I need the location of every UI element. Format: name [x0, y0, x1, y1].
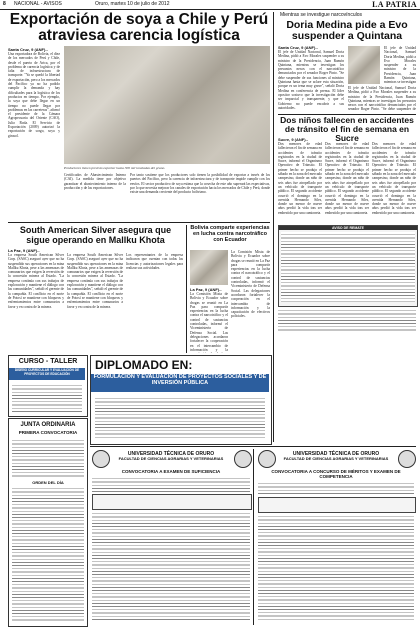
- silver-body-col2: La empresa South American Silver Corp. (SASC) aseguró ayer que no ha suspendido sus operaciones en la mina Mallku Khota, pese a las amenazas de comunarios que exigen la reversión de la concesión minera al Estado. "La empresa continúa con sus trabajos de exploración y mantiene el diálogo con las comunidades", señaló el gerente de la compañía. El conflicto en el norte de Potosí se mantiene con bloqueos y enfrentamientos entre comunarios a favor y en contra de la minera.: [67, 253, 123, 309]
- narco-photo: [190, 250, 228, 285]
- utoruro-right-requirements: [258, 514, 414, 621]
- utoruro-right-name: UNIVERSIDAD TÉCNICA DE ORURO: [292, 451, 380, 457]
- utoruro-left-requirements: [92, 511, 250, 621]
- doria-body-col2: El jefe de Unidad Nacional, Samuel Doria Medina, pidió a Evo Morales suspender a su ministro de la Presidencia, Juan Ramón Quintana, mientras se investigan los presuntos nexos con el narcotráfico denunciados por el senador Roger Pinto. "Se debe suspender de: [348, 86, 416, 112]
- soya-byline: Santa Cruz, 9 (ANF).-: [8, 47, 48, 52]
- column-divider: [273, 12, 274, 442]
- accidents-body-col2: Dos menores de edad fallecieron el fin de semana en accidentes de tránsito registrados en la ciudad de Sucre, informó el Organismo Operativo de Tránsito. El primer hecho se produjo el sábado en la zona del mercado campesino, donde un niño de seis años fue atropellado por un vehículo de transporte público. El segundo accidente ocurrió el domingo en la avenida Hernando Siles, donde un menor de nueve años perdió la vida tras ser embestido por una camioneta.: [325, 142, 369, 215]
- curso-ad: [8, 355, 88, 417]
- silver-byline: La Paz, 9 (ANF).-: [8, 248, 40, 253]
- narco-body-col2: La Comisión Mixta de Bolivia y Ecuador sobre drogas se reunió en La Paz para compartir experiencias en la lucha contra el narcotráfico y el control de sustancias controladas, informó el Viceministerio de Defensa Social. Las delegaciones acordaron fortalecer la cooperación en el intercambio de información y la capacitación de efectivos policiales.: [231, 250, 270, 319]
- doria-byline: Santa Cruz, 9 (ANF).-: [278, 45, 318, 50]
- utoruro-left-convocatoria: CONVOCATORIA A EXAMEN DE SUFICIENCIA: [121, 469, 221, 474]
- soya-divider: [8, 222, 270, 223]
- remate-footer: [278, 308, 416, 332]
- faculty-seal-icon: [398, 450, 416, 468]
- narco-body-col1: La Comisión Mixta de Bolivia y Ecuador sobre drogas se reunió en La Paz para compartir experiencias en la lucha contra el narcotráfico y el control de sustancias controladas, informó el Viceministerio de Defensa Social. Las delegaciones acordaron fortalecer la cooperación en el intercambio de información y la: [190, 292, 228, 352]
- diplomado-title: DIPLOMADO EN:: [95, 358, 193, 372]
- utoruro-right-faculty: FACULTAD DE CIENCIAS AGRARIAS Y VETERINARIAS: [283, 456, 389, 461]
- utoruro-left-notice: [90, 449, 252, 625]
- doria-body-col1: El jefe de Unidad Nacional, Samuel Doria Medina, pidió a Evo Morales suspender a su ministro de la Presidencia, Juan Ramón Quintana, mientras se investigan los presuntos nexos con el narcotráfico denunciados por el senador Roger Pinto. "Se debe suspender de sus funciones al ministro Quintana hasta que se aclare esta situación, porque es un tema muy grave", señaló Doria Medina en conferencia de prensa. El líder opositor sostuvo que la investigación debe ser imparcial y transparente, y que el Gobierno no puede encubrir a sus autoridades.: [278, 50, 344, 110]
- junta-intro: [12, 438, 84, 478]
- silver-body-col1: La empresa South American Silver Corp. (SASC) aseguró ayer que no ha suspendido sus operaciones en la mina Mallku Khota, pese a las amenazas de comunarios que exigen la reversión de la concesión minera al Estado. "La empresa continúa con sus trabajos de exploración y mantiene el diálogo con las comunidades", señaló el gerente de la compañía. El conflicto en el norte de Potosí se mantiene con bloqueos y enfrentamientos entre comunarios a favor y en contra de la minera.: [8, 253, 64, 309]
- doria-headline: Doria Medina pide a Evo suspender a Quintana: [286, 19, 408, 42]
- university-divider: [253, 449, 254, 625]
- soya-body-col3: Por tanto sostiene que los productores solo tienen la posibilidad de exportar a través de los puertos del Pacífico, pero la carencia de infraestructura y de transporte impide cumplir con los envíos. El sector productivo de soya estima que la cosecha de este año superará las expectativas, por lo que necesita mejorar los canales de exportación hacia los mercados de Chile y Perú, donde existe una demanda creciente del producto boliviano.: [130, 173, 270, 195]
- curso-details: [12, 383, 82, 413]
- accidents-byline: Sucre, 9 (ANF).-: [278, 137, 309, 142]
- accidents-body-col1: Dos menores de edad fallecieron el fin de semana en accidentes de tránsito registrados en la ciudad de Sucre, informó el Organismo Operativo de Tránsito. El primer hecho se produjo el sábado en la zona del mercado campesino, donde un niño de seis años fue atropellado por un vehículo de transporte público. El segundo accidente ocurrió el domingo en la avenida Hernando Siles, donde un menor de nueve años perdió la vida tras ser embestido por una camioneta.: [278, 142, 322, 215]
- narco-headline: Bolivia comparte experiencias en lucha contra narcotráfico con Ecuador: [190, 225, 270, 243]
- soya-headline: Exportación de soya a Chile y Perú atraviesa carencia logística: [9, 11, 269, 44]
- soya-photo-caption: Productores tienen previsto exportar hasta 300 mil toneladas del grano.: [64, 166, 166, 170]
- soy-field-photo: [64, 46, 270, 164]
- junta-subtitle: PRIMERA CONVOCATORIA: [18, 430, 78, 435]
- utoruro-left-name: UNIVERSIDAD TÉCNICA DE ORURO: [127, 451, 215, 457]
- junta-agenda: [12, 486, 84, 621]
- utoruro-left-faculty: FACULTAD DE CIENCIAS AGRARIAS Y VETERINARIAS: [118, 456, 224, 461]
- utoruro-right-table: [258, 497, 416, 513]
- soya-body-col1: Una exportadora de Bolivia, el diez de los mercados de Perú y Chile, desde el puerto de Arica, por el problema de carencia logística y de falta de infraestructura de transporte. "Ya se quedó la libertad de exportación, pero a los mercados del Pacífico ya no ha podido cumplir la demanda y hay dificultades para la logística de los productos en tiempo. Por ejemplo, la soya que debe llegar en un tiempo no puede llegar por problemas en las carreteras", afirmó el presidente de la Cámara Agropecuaria del Oriente (CAO), Julio Roda. El Servicio de Exportación (2009) autorizó la exportación de sorgo, soya y girasol.: [8, 52, 60, 138]
- page-header: [0, 0, 420, 10]
- silver-headline: South American Silver asegura que sigue operando en Mallku Khota: [19, 225, 172, 245]
- remate-notice: [278, 225, 418, 307]
- junta-orden-title: ORDEN DEL DÍA: [32, 480, 64, 485]
- faculty-seal-icon: [234, 450, 252, 468]
- junta-notice: [8, 418, 88, 627]
- soya-body-col2: Certificados de Abastecimiento Interno (CAI). La medida tiene por objetivo garantizar el abastecimiento interno de la producción y de las exportaciones.: [64, 173, 126, 190]
- diplomado-ad: [90, 355, 272, 445]
- utoruro-left-table: [92, 494, 252, 510]
- junta-title: JUNTA ORDINARIA: [20, 422, 76, 428]
- university-seal-icon: [92, 450, 110, 468]
- utoruro-right-intro: [258, 481, 414, 495]
- silver-body-col3: Los representantes de la empresa indicaron que cuentan con todas las licencias y autorizaciones legales para realizar sus actividades.: [126, 253, 183, 270]
- diplomado-banner: FORMULACIÓN Y EVALUACIÓN DE PROYECTOS SOCIALES Y DE INVERSIÓN PÚBLICA: [91, 374, 269, 392]
- remate-title: AVISO DE REMATE: [279, 226, 417, 230]
- accidents-body-col3: Dos menores de edad fallecieron el fin de semana en accidentes de tránsito registrados en la ciudad de Sucre, informó el Organismo Operativo de Tránsito. El primer hecho se produjo el sábado en la zona del mercado campesino, donde un niño de seis años fue atropellado por un vehículo de transporte público. El segundo accidente ocurrió el domingo en la avenida Hernando Siles, donde un menor de nueve años perdió la vida tras ser embestido por una camioneta.: [372, 142, 416, 215]
- narco-byline: La Paz, 9 (ANF).-: [190, 287, 222, 292]
- doria-body-col3: El jefe de Unidad Nacional, Samuel Doria Medina, pidió a Evo Morales suspender a su ministro de la Presidencia, Juan Ramón Quintana, mientras se investigan: [384, 46, 416, 84]
- silver-narco-divider: [186, 225, 187, 353]
- curso-title: CURSO - TALLER: [18, 358, 78, 365]
- university-seal-icon: [258, 450, 276, 468]
- page-number: 8: [3, 1, 6, 7]
- doria-photo: [348, 46, 380, 84]
- ads-divider: [90, 446, 416, 447]
- diplomado-details: [95, 396, 265, 440]
- utoruro-right-convocatoria: CONVOCATORIA A CONCURSO DE MÉRITOS Y EXAMEN DE COMPETENCIA: [271, 469, 401, 479]
- section-name: NACIONAL - AVISOS: [14, 1, 62, 7]
- utoruro-left-intro: [92, 476, 250, 492]
- accidents-headline: Dos niños fallecen en accidentes de tránsito el fin de semana en Sucre: [280, 115, 414, 143]
- utoruro-right-notice: [256, 449, 416, 625]
- issue-date: Oruro, martes 10 de julio de 2012: [95, 1, 170, 7]
- remate-table: [281, 232, 415, 302]
- newspaper-logo: LA PATRIA: [372, 0, 417, 9]
- doria-kicker: Mientras se investigue narcovínculos: [280, 12, 362, 18]
- curso-banner: DISEÑO CURRICULAR Y EVALUACIÓN DE PROYECTOS DE EDUCACIÓN: [9, 368, 85, 380]
